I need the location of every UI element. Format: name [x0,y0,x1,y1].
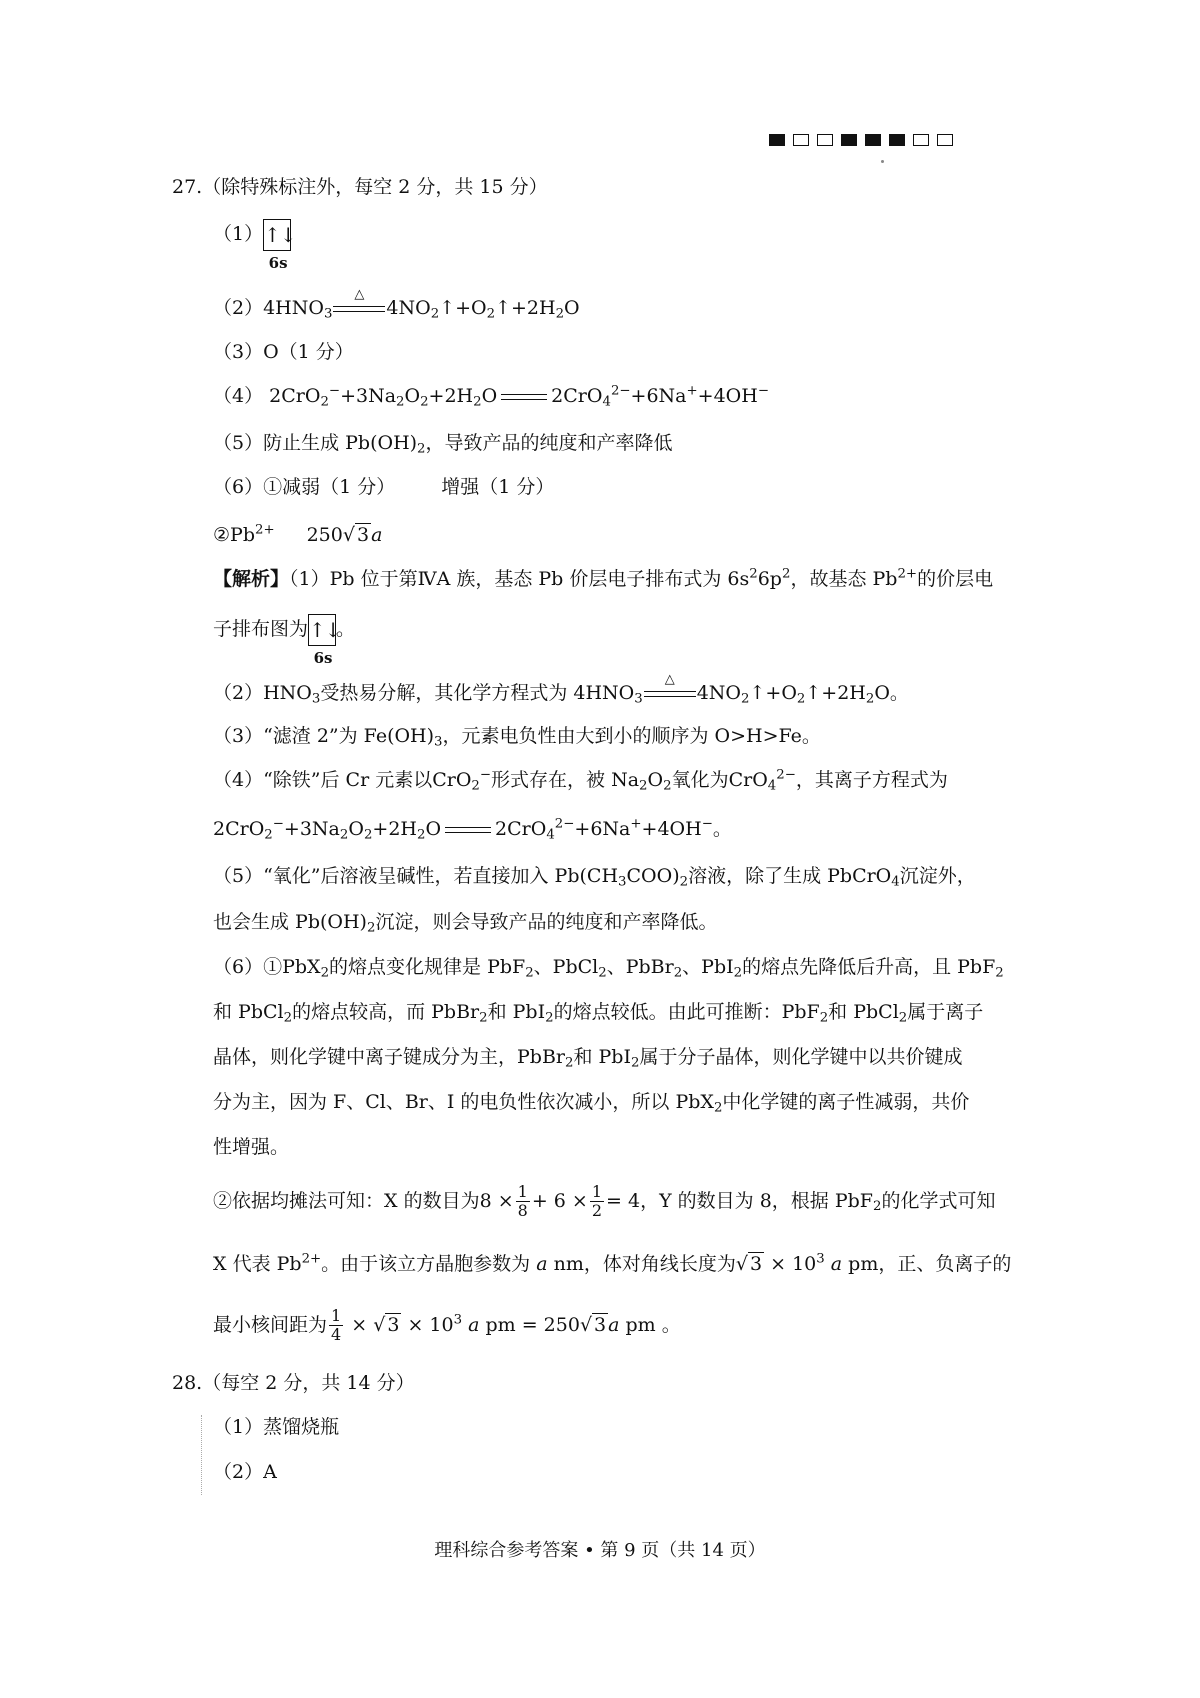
marker-square [889,134,905,146]
q27-answer-4: （4） $2CrO_2^-+3Na_2O_2+2H_2O$ 2CrO$_4^{2-}$+6Na++4OH− [213,383,769,410]
analysis-p5-line2: 也会生成 $Pb(OH)_2$沉淀，则会导致产品的纯度和产率降低。 [213,911,718,936]
margin-dotted-rule [201,1415,202,1495]
sqrt-symbol: √ 3 [735,1253,763,1275]
orbital-diagram: ↑↓ 6s [308,614,336,646]
marker-square [817,134,833,146]
scan-dot [881,160,884,163]
sqrt-symbol: √ 3 [342,524,370,546]
q27-answer-1 [213,219,296,272]
marker-square [913,134,929,146]
marker-square [793,134,809,146]
heating-condition-arrow: △ [333,301,385,317]
orbital-caption: 6s [268,254,288,272]
analysis-p5: （5）“氧化”后溶液呈碱性，若直接加入 $Pb(CH_3COO)_2$溶液，除了生成 PbCrO$_4$沉淀外， [213,865,976,890]
q28-answer-2: （2）A [213,1461,277,1483]
orbital-diagram [263,219,296,272]
orbital-box: ↑↓ [263,219,291,251]
analysis-p6-line4: 分为主，因为 F、Cl、Br、I 的电负性依次减小，所以 PbX$_2$中化学键的离子性减弱，共价 [213,1091,970,1116]
analysis-tag: 【解析】 [213,568,290,590]
page-marker-squares [769,134,961,146]
sqrt-symbol: √ 3 [579,1313,607,1336]
equals-sign [445,827,491,833]
analysis-p6-line2: 和 PbCl$_2$的熔点较高，而 PbBr$_2$和 PbI$_2$的熔点较低。由此可推断：PbF$_2$和 PbCl$_2$属于离子 [213,1001,984,1026]
sqrt-symbol: √ 3 [373,1313,400,1336]
answer-label: （1） [213,223,264,245]
analysis-p3: （3）“滤渣 2”为 $Fe(OH)_3$，元素电负性由大到小的顺序为 O>H>Fe。 [213,725,821,750]
analysis-p1: 【解析】（1）Pb 位于第ⅣA 族，基态 Pb 价层电子排布式为 $6s^26p^2$，故基态 $Pb^{2+}$的价层电 [213,566,994,590]
heating-condition-arrow: △ [644,686,696,702]
q28-title: 28.（每空 2 分，共 14 分） [172,1372,415,1394]
q27-answer-5: （5）防止生成 $Pb(OH)_2$，导致产品的纯度和产率降低 [213,432,673,457]
analysis-p9: 最小核间距为 $\frac{1}{4}$ × √ $3 \times 10^3$ a pm = 250√ 3 a pm 。 [213,1306,681,1345]
fraction-one-quarter: $\frac{1}{4}$ [331,1306,342,1345]
q27-title: 27.（除特殊标注外，每空 2 分，共 15 分） [172,176,548,198]
analysis-p4-line2: $2CrO_2^-+3Na_2O_2+2H_2O$ 2CrO$_4^{2-}$+6Na++4OH−。 [213,816,732,843]
q27-answer-6-2: $②Pb^{2+}$ 250√ 3 a [213,522,383,546]
analysis-p7: ②依据均摊法可知：X 的数目为8 × $\frac{1}{8}$ + 6 × $\frac{1}{2}$ = 4，Y 的数目为 8，根据 PbF$_2$的化学式可知 [213,1182,996,1221]
analysis-p8: X 代表 $Pb^{2+}$。由于该立方晶胞参数为 a nm，体对角线长度为√ $3 \times 10^3$ a pm，正、负离子的 [213,1251,1012,1275]
fraction-one-eighth: $\frac{1}{8}$ [517,1182,528,1221]
fraction-one-half: $\frac{1}{2}$ [591,1182,603,1221]
analysis-p2: $(2)HNO_3$受热易分解，其化学方程式为 $4HNO_3$ △ $4NO_2↑+O_2↑+2H_2O$。 [213,672,909,707]
page-footer: 理科综合参考答案 • 第 9 页（共 14 页） [434,1540,766,1561]
marker-square [841,134,857,146]
analysis-p6-line1: （6）①PbX$_2$的熔点变化规律是 PbF$_2$、PbCl$_2$、PbBr$_2$、PbI$_2$的熔点先降低后升高，且 PbF$_2$ [213,956,1004,981]
marker-square [937,134,953,146]
analysis-p1-line2: 子排布图为↑↓ 6s 。 [213,614,355,646]
marker-square [865,134,881,146]
marker-square [769,134,785,146]
analysis-p4: （4）“除铁”后 Cr 元素以CrO$_2$−形式存在，被 $Na_2O_2$氧化为CrO$_4^{2-}$，其离子方程式为 [213,767,948,794]
analysis-p6-line3: 晶体，则化学键中离子键成分为主，PbBr$_2$和 PbI$_2$属于分子晶体，则化学键中以共价键成 [213,1046,963,1071]
q28-answer-1: （1）蒸馏烧瓶 [213,1416,340,1438]
q27-answer-3: （3）O（1 分） [213,341,354,363]
equals-sign [501,394,547,400]
q27-answer-2: $(2)4HNO_3$ △ $4NO_2↑+O_2↑+2H_2O$ [213,287,580,322]
q27-answer-6: （6）①减弱（1 分） 增强（1 分） [213,476,555,498]
analysis-p6-line5: 性增强。 [213,1136,290,1158]
